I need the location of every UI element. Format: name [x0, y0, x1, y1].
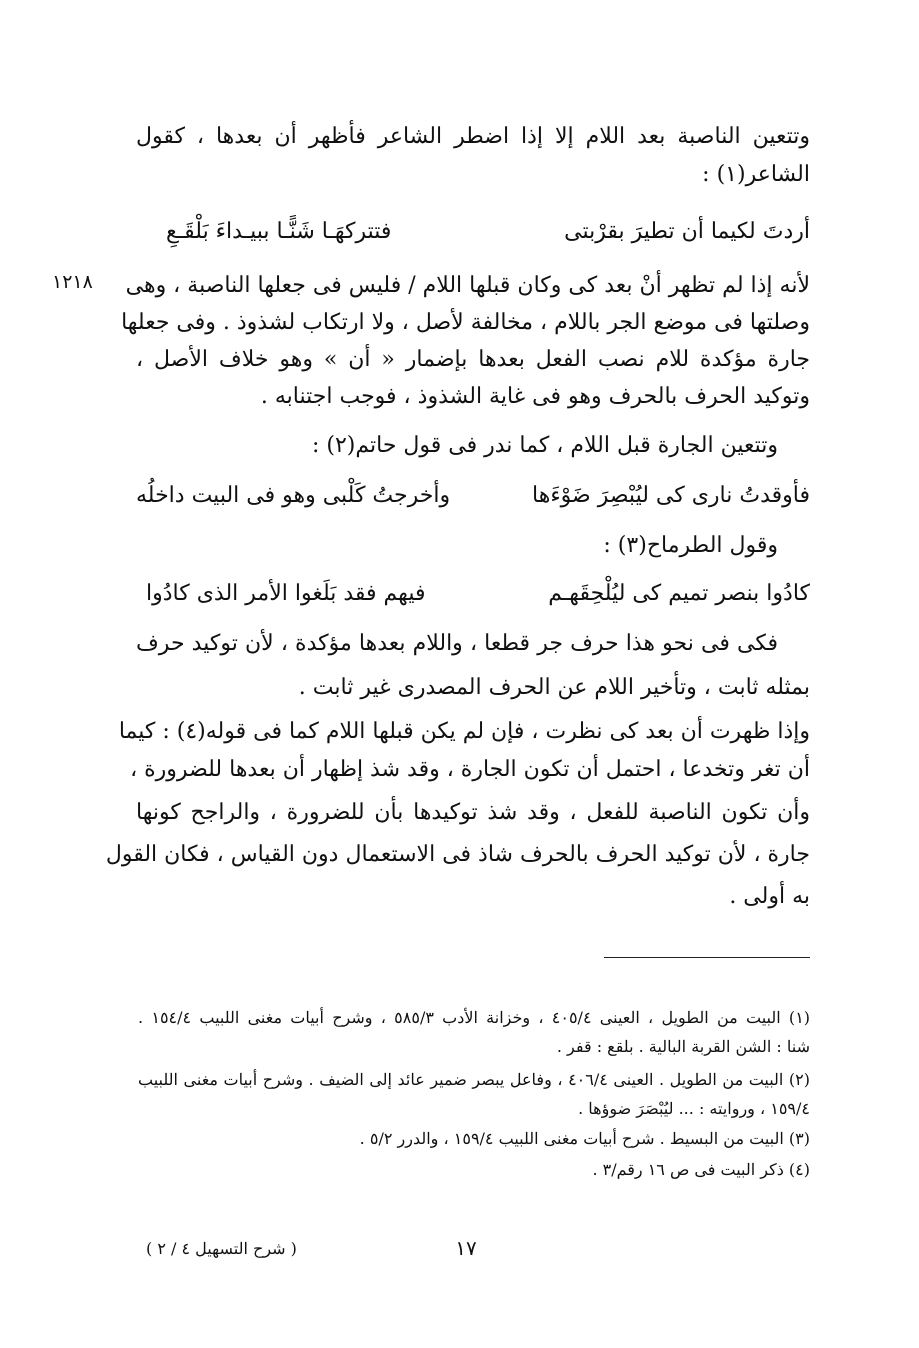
footnote-line: شنا : الشن القربة البالية . بلقع : قفر .: [556, 1037, 810, 1056]
footnote-line: (١) البيت من الطويل ، العينى ٤٠٥/٤ ، وخزانة الأدب ٥٨٥/٣ ، وشرح أبيات مغنى اللبيب ١٥٤/٤ .: [138, 1008, 811, 1027]
body-line: جارة ، لأن توكيد الحرف بالحرف شاذ فى الاستعمال دون القياس ، فكان القول: [105, 842, 810, 867]
body-line: جارة مؤكدة للام نصب الفعل بعدها بإضمار « أن » وهو خلاف الأصل ،: [136, 347, 810, 372]
running-footer: ( شرح التسهيل ٤ / ٢ ): [146, 1239, 297, 1258]
footnote-line: (٤) ذكر البيت فى ص ١٦ رقم/٣ .: [592, 1160, 810, 1179]
body-line: وقول الطرماح(٣) :: [603, 533, 778, 558]
margin-page-reference: ١٢١٨: [52, 271, 93, 293]
body-line: به أولى .: [729, 884, 810, 909]
footnote-line: (٢) البيت من الطويل . العينى ٤٠٦/٤ ، وفاعل يبصر ضمير عائد إلى الضيف . وشرح أبيات مغنى اللبيب: [138, 1070, 811, 1089]
body-line: فكى فى نحو هذا حرف جر قطعا ، واللام بعدها مؤكدة ، لأن توكيد حرف: [136, 631, 778, 656]
verse-hemistich-left: فتتركهَـا شَنًّـا ببيـداءَ بَلْقَـعِ: [166, 219, 392, 244]
body-line: وتتعين الجارة قبل اللام ، كما ندر فى قول حاتم(٢) :: [311, 433, 778, 458]
body-line: وتتعين الناصبة بعد اللام إلا إذا اضطر الشاعر فأظهر أن بعدها ، كقول: [136, 124, 810, 149]
body-line: بمثله ثابت ، وتأخير اللام عن الحرف المصدرى غير ثابت .: [298, 675, 810, 700]
verse-hemistich-right: كادُوا بنصر تميم كى ليُلْحِقَهـم: [548, 581, 810, 606]
verse-hemistich-left: فيهم فقد بَلَغوا الأمر الذى كادُوا: [146, 581, 426, 606]
footnote-separator: [604, 957, 810, 958]
body-line: وتوكيد الحرف بالحرف وهو فى غاية الشذوذ ، فوجب اجتنابه .: [260, 384, 810, 409]
body-line: وإذا ظهرت أن بعد كى نظرت ، فإن لم يكن قبلها اللام كما فى قوله(٤) : كيما: [118, 719, 810, 744]
body-line: لأنه إذا لم تظهر أنْ بعد كى وكان قبلها اللام / فليس فى جعلها الناصبة ، وهى: [125, 273, 810, 298]
body-line: وأن تكون الناصبة للفعل ، وقد شذ توكيدها بأن للضرورة ، والراجح كونها: [136, 800, 810, 825]
verse-hemistich-left: وأخرجتُ كَلْبى وهو فى البيت داخلُه: [136, 483, 451, 508]
footnote-line: ١٥٩/٤ ، وروايته : ... ليُبْصَرَ ضوؤها .: [578, 1099, 810, 1118]
page-number: ١٧: [455, 1236, 477, 1260]
footnote-line: (٣) البيت من البسيط . شرح أبيات مغنى اللبيب ١٥٩/٤ ، والدرر ٥/٢ .: [359, 1129, 810, 1148]
verse-hemistich-right: أردتَ لكيما أن تطيرَ بقرْبتى: [564, 219, 810, 244]
body-line: أن تغر وتخدعا ، احتمل أن تكون الجارة ، وقد شذ إظهار أن بعدها للضرورة ،: [130, 757, 810, 782]
body-line: الشاعر(١) :: [702, 162, 810, 187]
verse-hemistich-right: فأوقدتُ نارى كى ليُبْصِرَ ضَوْءَها: [532, 483, 810, 508]
body-line: وصلتها فى موضع الجر باللام ، مخالفة لأصل ، ولا ارتكاب لشذوذ . وفى جعلها: [121, 310, 810, 335]
